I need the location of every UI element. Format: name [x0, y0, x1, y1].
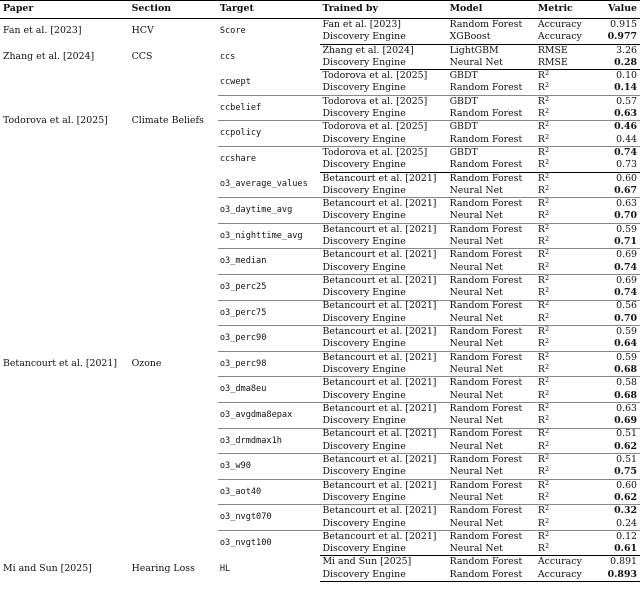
cell-value: 0.60: [616, 479, 637, 491]
cell-model: Random Forest: [449, 198, 523, 210]
metric-label: R: [537, 402, 545, 414]
cell-trained-by: Discovery Engine: [320, 210, 447, 223]
header-metric: Metric: [536, 1, 601, 19]
metric-label: R: [537, 82, 545, 94]
metric-superscript: 2: [544, 350, 550, 359]
cell-value: 0.63: [616, 198, 637, 210]
cell-metric: [536, 57, 601, 70]
cell-value-best: 0.61: [601, 543, 640, 556]
cell-model: Neural Net: [448, 210, 536, 223]
metric-label: R: [537, 517, 545, 529]
metric-label: R: [537, 300, 545, 312]
metric-label: R: [537, 172, 545, 184]
cell-trained-by: Betancourt et al. [2021]: [322, 300, 437, 312]
cell-value-best: 0.69: [601, 415, 640, 428]
cell-metric: [536, 287, 601, 300]
cell-metric: [536, 236, 601, 249]
cell-metric: [536, 441, 601, 454]
cell-trained-by: Todorova et al. [2025]: [322, 70, 428, 82]
cell-metric: [536, 569, 601, 582]
cell-model: Neural Net: [448, 57, 536, 70]
metric-superscript: 2: [544, 145, 550, 154]
header-section: Section: [130, 1, 218, 19]
cell-model: Neural Net: [448, 441, 536, 454]
cell-trained-by: Discovery Engine: [320, 492, 447, 505]
cell-section: HCV: [131, 25, 154, 37]
cell-value: 0.58: [616, 377, 637, 389]
cell-model: Neural Net: [448, 185, 536, 198]
metric-label: Accuracy: [537, 556, 582, 568]
cell-section: Climate Beliefs: [131, 114, 204, 126]
metric-superscript: 2: [544, 414, 550, 423]
cell-value-best: 0.75: [601, 466, 640, 479]
cell-target: o3_nvgt070: [218, 505, 321, 531]
cell-trained-by: Discovery Engine: [320, 159, 447, 172]
metric-label: R: [537, 146, 545, 158]
cell-value-best: 0.14: [601, 82, 640, 95]
metric-superscript: 2: [544, 132, 550, 141]
metric-superscript: 2: [544, 94, 550, 103]
cell-target: o3_perc25: [218, 274, 321, 300]
cell-metric: [536, 518, 601, 531]
cell-target: ccbelief: [218, 95, 321, 121]
cell-trained-by: Discovery Engine: [320, 518, 447, 531]
cell-trained-by: Discovery Engine: [320, 82, 447, 95]
metric-superscript: 2: [544, 260, 550, 269]
cell-value-best: 0.32: [614, 505, 637, 517]
cell-metric: [536, 415, 601, 428]
cell-value: 0.69: [616, 249, 637, 261]
cell-model: Random Forest: [449, 454, 523, 466]
cell-trained-by: Discovery Engine: [320, 543, 447, 556]
metric-superscript: 2: [544, 465, 550, 474]
cell-model: Random Forest: [449, 274, 523, 286]
cell-model: Neural Net: [448, 518, 536, 531]
cell-trained-by: Betancourt et al. [2021]: [322, 351, 437, 363]
cell-model: Random Forest: [449, 479, 523, 491]
cell-model: Random Forest: [449, 505, 523, 517]
cell-model: Random Forest: [448, 569, 536, 582]
cell-target: ccs: [219, 51, 236, 62]
cell-trained-by: Betancourt et al. [2021]: [322, 249, 437, 261]
cell-trained-by: Discovery Engine: [320, 134, 447, 147]
cell-model: GBDT: [449, 121, 478, 133]
cell-value-best: 0.67: [601, 185, 640, 198]
metric-superscript: 2: [544, 478, 550, 487]
cell-value: 0.12: [616, 530, 637, 542]
metric-superscript: 2: [544, 107, 550, 116]
cell-model: Neural Net: [448, 287, 536, 300]
cell-value: 0.73: [601, 159, 640, 172]
cell-metric: [536, 543, 601, 556]
cell-trained-by: Betancourt et al. [2021]: [322, 479, 437, 491]
cell-paper: Mi and Sun [2025]: [3, 562, 92, 574]
cell-trained-by: Discovery Engine: [320, 31, 447, 44]
cell-trained-by: Betancourt et al. [2021]: [322, 326, 437, 338]
metric-label: Accuracy: [537, 31, 582, 43]
cell-target: ccpolicy: [218, 121, 321, 147]
metric-superscript: 2: [544, 401, 550, 410]
cell-value: 0.59: [616, 351, 637, 363]
metric-label: R: [537, 466, 545, 478]
cell-value-best: 0.28: [601, 57, 640, 70]
cell-model: Random Forest: [448, 134, 536, 147]
cell-model: Random Forest: [449, 377, 523, 389]
cell-model: Neural Net: [448, 466, 536, 479]
metric-superscript: 2: [544, 427, 550, 436]
cell-value: 0.51: [616, 454, 637, 466]
cell-model: Neural Net: [448, 415, 536, 428]
cell-model: GBDT: [449, 146, 478, 158]
cell-trained-by: Todorova et al. [2025]: [322, 95, 428, 107]
cell-metric: [536, 44, 601, 57]
metric-label: R: [537, 351, 545, 363]
metric-superscript: 2: [544, 376, 550, 385]
cell-trained-by: Discovery Engine: [320, 338, 447, 351]
cell-model: Neural Net: [448, 390, 536, 403]
cell-metric: [536, 210, 601, 223]
metric-label: R: [537, 491, 545, 503]
cell-model: Random Forest: [449, 249, 523, 261]
cell-trained-by: Fan et al. [2023]: [322, 18, 401, 30]
metric-label: R: [537, 338, 545, 350]
metric-label: R: [537, 287, 545, 299]
cell-trained-by: Discovery Engine: [320, 57, 447, 70]
cell-model: Random Forest: [449, 18, 523, 30]
cell-model: GBDT: [449, 95, 478, 107]
cell-model: Random Forest: [448, 159, 536, 172]
cell-metric: [536, 108, 601, 121]
cell-model: Random Forest: [449, 326, 523, 338]
cell-value: 3.26: [616, 44, 637, 56]
metric-superscript: 2: [544, 299, 550, 308]
cell-model: Random Forest: [448, 82, 536, 95]
cell-trained-by: Discovery Engine: [320, 185, 447, 198]
cell-value-best: 0.74: [601, 287, 640, 300]
cell-value-best: 0.68: [601, 364, 640, 377]
metric-label: RMSE: [537, 44, 568, 56]
cell-metric: [536, 466, 601, 479]
cell-metric: [536, 262, 601, 275]
cell-value: 0.69: [616, 274, 637, 286]
cell-trained-by: Betancourt et al. [2021]: [322, 274, 437, 286]
metric-label: R: [537, 479, 545, 491]
cell-trained-by: Discovery Engine: [320, 569, 447, 582]
table-row: [0, 19, 640, 32]
metric-superscript: 2: [544, 542, 550, 551]
metric-superscript: 2: [544, 183, 550, 192]
cell-model: Random Forest: [449, 223, 523, 235]
cell-model: Random Forest: [449, 172, 523, 184]
cell-target: o3_perc75: [218, 300, 321, 326]
cell-target: o3_median: [218, 249, 321, 275]
cell-section: CCS: [131, 50, 153, 62]
cell-value-best: 0.68: [601, 390, 640, 403]
cell-metric: [536, 492, 601, 505]
metric-superscript: 2: [544, 504, 550, 513]
header-trained-by: Trained by: [320, 1, 447, 19]
cell-metric: [536, 390, 601, 403]
cell-model: Random Forest: [449, 556, 523, 568]
metric-superscript: 2: [544, 158, 550, 167]
cell-value: 0.59: [616, 326, 637, 338]
cell-value-best: 0.74: [601, 262, 640, 275]
cell-metric: [536, 556, 601, 569]
metric-superscript: 2: [544, 362, 550, 371]
cell-model: LightGBM: [449, 44, 499, 56]
cell-trained-by: Discovery Engine: [320, 313, 447, 326]
cell-value-best: 0.46: [614, 121, 637, 133]
metric-superscript: 2: [544, 388, 550, 397]
cell-model: Neural Net: [448, 364, 536, 377]
cell-target: ccshare: [219, 154, 257, 165]
cell-trained-by: Todorova et al. [2025]: [322, 146, 428, 158]
cell-model: Random Forest: [449, 300, 523, 312]
cell-value-best: 0.71: [601, 236, 640, 249]
cell-model: Neural Net: [448, 313, 536, 326]
metric-superscript: 2: [544, 311, 550, 320]
metric-superscript: 2: [544, 516, 550, 525]
metric-label: R: [537, 133, 545, 145]
cell-target: o3_w90: [218, 454, 321, 480]
cell-trained-by: Discovery Engine: [320, 390, 447, 403]
metric-superscript: 2: [544, 439, 550, 448]
metric-label: R: [537, 389, 545, 401]
metric-label: R: [537, 440, 545, 452]
metric-label: R: [537, 543, 545, 555]
metric-superscript: 2: [544, 171, 550, 180]
cell-target: o3_perc98: [218, 351, 321, 377]
metric-superscript: 2: [544, 81, 550, 90]
metric-superscript: 2: [544, 286, 550, 295]
metric-label: R: [537, 198, 545, 210]
cell-model: Neural Net: [448, 236, 536, 249]
cell-trained-by: Discovery Engine: [320, 364, 447, 377]
header-value: Value: [601, 1, 640, 19]
cell-model: XGBoost: [448, 31, 536, 44]
cell-metric: [536, 31, 601, 44]
cell-target: ccwept: [218, 70, 321, 96]
cell-model: Random Forest: [449, 402, 523, 414]
metric-label: R: [537, 95, 545, 107]
metric-superscript: 2: [544, 209, 550, 218]
metric-superscript: 2: [544, 529, 550, 538]
metric-label: RMSE: [537, 56, 568, 68]
cell-trained-by: Discovery Engine: [320, 441, 447, 454]
cell-target: o3_average_values: [218, 172, 321, 198]
cell-trained-by: Betancourt et al. [2021]: [322, 198, 437, 210]
cell-paper: Betancourt et al. [2021]: [3, 357, 118, 369]
cell-trained-by: Betancourt et al. [2021]: [322, 402, 437, 414]
cell-metric: [536, 364, 601, 377]
table-row: [0, 556, 640, 569]
cell-metric: [536, 185, 601, 198]
metric-label: R: [537, 261, 545, 273]
cell-metric: [536, 82, 601, 95]
cell-target: o3_avgdma8epax: [218, 402, 321, 428]
metric-label: Accuracy: [537, 568, 582, 580]
metric-label: R: [537, 184, 545, 196]
cell-metric: [536, 134, 601, 147]
metric-label: R: [537, 363, 545, 375]
cell-trained-by: Discovery Engine: [320, 108, 447, 121]
cell-target: o3_drmdmax1h: [218, 428, 321, 454]
metric-label: R: [537, 377, 545, 389]
table-body: [0, 19, 640, 582]
cell-trained-by: Betancourt et al. [2021]: [322, 223, 437, 235]
cell-trained-by: Discovery Engine: [320, 287, 447, 300]
cell-section: Hearing Loss: [131, 562, 195, 574]
metric-label: R: [537, 454, 545, 466]
cell-value: 0.60: [616, 172, 637, 184]
cell-target: o3_aot40: [218, 479, 321, 505]
cell-trained-by: Betancourt et al. [2021]: [322, 454, 437, 466]
metric-label: R: [537, 505, 545, 517]
cell-metric: [536, 159, 601, 172]
metric-label: R: [537, 210, 545, 222]
cell-target: Score: [219, 26, 246, 37]
header-target: Target: [218, 1, 321, 19]
metric-label: R: [537, 70, 545, 82]
metric-superscript: 2: [544, 197, 550, 206]
cell-target: o3_perc90: [218, 326, 321, 352]
cell-model: Random Forest: [449, 351, 523, 363]
metric-label: R: [537, 249, 545, 261]
cell-model: Random Forest: [448, 108, 536, 121]
cell-model: Random Forest: [449, 530, 523, 542]
metric-superscript: 2: [544, 337, 550, 346]
cell-value: 0.891: [610, 556, 637, 568]
cell-value-best: 0.70: [601, 313, 640, 326]
cell-trained-by: Betancourt et al. [2021]: [322, 172, 437, 184]
cell-value-best: 0.64: [601, 338, 640, 351]
cell-model: Random Forest: [449, 428, 523, 440]
table-row: [0, 44, 640, 57]
cell-paper: Zhang et al. [2024]: [3, 50, 95, 62]
cell-value: 0.44: [601, 134, 640, 147]
cell-trained-by: Betancourt et al. [2021]: [322, 530, 437, 542]
cell-value: 0.10: [616, 70, 637, 82]
cell-value: 0.915: [610, 18, 637, 30]
cell-value-best: 0.74: [614, 146, 637, 158]
metric-label: R: [537, 159, 545, 171]
cell-model: Neural Net: [448, 262, 536, 275]
header-paper: Paper: [0, 1, 130, 19]
cell-value: 0.57: [616, 95, 637, 107]
cell-metric: [536, 338, 601, 351]
metric-superscript: 2: [544, 490, 550, 499]
metric-superscript: 2: [544, 234, 550, 243]
cell-target: o3_dma8eu: [218, 377, 321, 403]
cell-value-best: 0.893: [601, 569, 640, 582]
cell-trained-by: Discovery Engine: [320, 415, 447, 428]
metric-label: R: [537, 326, 545, 338]
metric-label: R: [537, 235, 545, 247]
header-model: Model: [448, 1, 536, 19]
metric-label: R: [537, 108, 545, 120]
cell-model: Neural Net: [448, 543, 536, 556]
cell-paper: Fan et al. [2023]: [3, 25, 82, 37]
cell-metric: [536, 313, 601, 326]
cell-model: GBDT: [449, 70, 478, 82]
metric-superscript: 2: [544, 273, 550, 282]
metric-superscript: 2: [544, 453, 550, 462]
metric-label: R: [537, 121, 545, 133]
cell-trained-by: Discovery Engine: [320, 262, 447, 275]
cell-value-best: 0.63: [601, 108, 640, 121]
cell-value-best: 0.70: [601, 210, 640, 223]
cell-trained-by: Discovery Engine: [320, 236, 447, 249]
metric-label: R: [537, 415, 545, 427]
metric-label: R: [537, 223, 545, 235]
cell-target: HL: [219, 563, 231, 574]
cell-metric: [536, 19, 601, 32]
metric-superscript: 2: [544, 325, 550, 334]
metric-label: R: [537, 274, 545, 286]
cell-trained-by: Betancourt et al. [2021]: [322, 377, 437, 389]
cell-model: Neural Net: [448, 338, 536, 351]
cell-value-best: 0.62: [601, 441, 640, 454]
cell-value: 0.59: [616, 223, 637, 235]
cell-value-best: 0.977: [601, 31, 640, 44]
cell-paper: Todorova et al. [2025]: [3, 114, 108, 126]
cell-value: 0.24: [601, 518, 640, 531]
cell-trained-by: Betancourt et al. [2021]: [322, 428, 437, 440]
cell-value: 0.56: [616, 300, 637, 312]
table-header-row: [0, 1, 640, 19]
metric-label: R: [537, 530, 545, 542]
cell-target: o3_nighttime_avg: [218, 223, 321, 249]
cell-target: o3_daytime_avg: [218, 198, 321, 224]
cell-target: o3_nvgt100: [219, 538, 272, 549]
cell-model: Neural Net: [448, 492, 536, 505]
cell-value: 0.51: [616, 428, 637, 440]
cell-value-best: 0.62: [601, 492, 640, 505]
cell-trained-by: Zhang et al. [2024]: [322, 44, 414, 56]
cell-value: 0.63: [616, 402, 637, 414]
metric-label: R: [537, 428, 545, 440]
metric-superscript: 2: [544, 69, 550, 78]
cell-trained-by: Discovery Engine: [320, 466, 447, 479]
metric-superscript: 2: [544, 222, 550, 231]
metric-superscript: 2: [544, 248, 550, 257]
cell-trained-by: Todorova et al. [2025]: [322, 121, 428, 133]
metric-label: R: [537, 312, 545, 324]
cell-trained-by: Mi and Sun [2025]: [322, 556, 412, 568]
cell-section: Ozone: [131, 357, 162, 369]
cell-trained-by: Betancourt et al. [2021]: [322, 505, 437, 517]
metric-label: Accuracy: [537, 18, 582, 30]
metric-superscript: 2: [544, 120, 550, 129]
